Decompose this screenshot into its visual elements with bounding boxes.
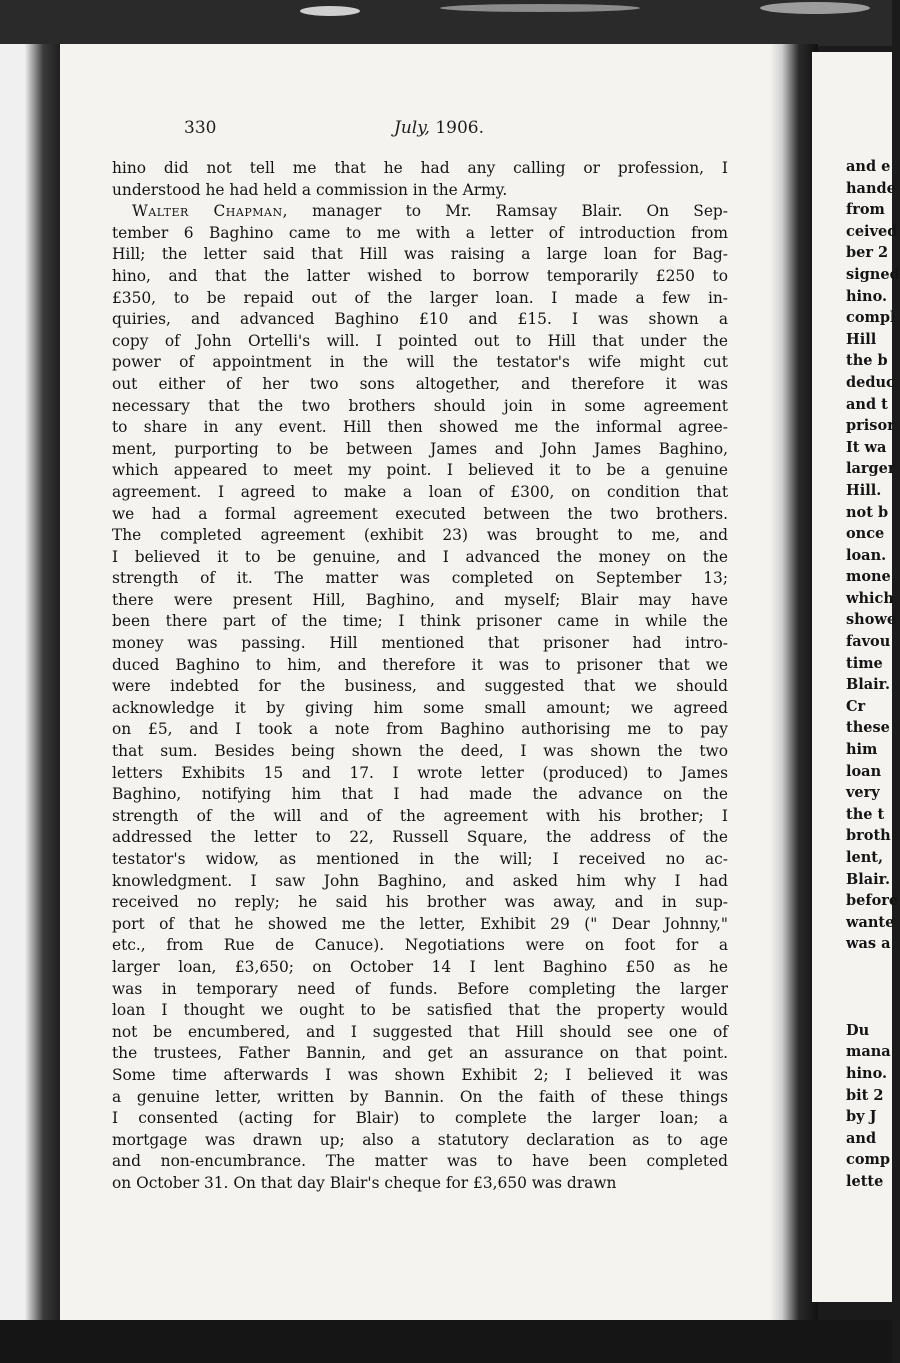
text-line-content: hino, and that the latter wished to borrow temporarily £250 to — [112, 266, 728, 285]
text-line — [112, 439, 728, 461]
text-line — [112, 244, 728, 266]
facing-page-fragment: Hill — [846, 330, 877, 348]
witness-name: Walter Chapman, — [132, 202, 288, 221]
text-line — [112, 979, 728, 1001]
running-head — [394, 118, 484, 138]
text-line — [112, 611, 728, 633]
text-line — [112, 1043, 728, 1065]
text-line-content: Baghino, notifying him that I had made the advance on the — [112, 785, 728, 804]
text-line — [112, 201, 728, 223]
facing-page-fragment: by J — [846, 1108, 877, 1126]
text-line-content: larger loan, £3,650; on October 14 I lent Baghino £50 as he — [112, 957, 728, 976]
text-line — [112, 288, 728, 310]
text-line-content: I consented (acting for Blair) to complete the larger loan; a — [112, 1109, 728, 1128]
facing-page-fragment: and e — [846, 158, 891, 175]
facing-page-fragment: Blair. — [846, 870, 891, 888]
text-line — [112, 223, 728, 245]
text-line-content: Some time afterwards I was shown Exhibit 2; I believed it was — [112, 1065, 728, 1084]
text-line-content: there were present Hill, Baghino, and myself; Blair may have — [112, 590, 728, 609]
facing-page-fragment: hino. — [846, 287, 888, 305]
testimony-text — [112, 158, 728, 1195]
facing-page-fragment: Hill. — [846, 481, 882, 499]
facing-page-fragment: signed — [846, 265, 900, 283]
text-line — [112, 504, 728, 526]
text-line-content: ment, purporting to be between James and John James Baghino, — [112, 439, 728, 458]
text-line — [112, 719, 728, 741]
text-line-content: Hill; the letter said that Hill was raising a large loan for Bag- — [112, 245, 728, 264]
text-line — [112, 1022, 728, 1044]
facing-page-fragment: ceived — [846, 222, 898, 240]
text-line-content: agreement. I agreed to make a loan of £300, on condition that — [112, 482, 728, 501]
facing-page-fragment: the b — [846, 352, 888, 370]
facing-page-fragment: loan — [846, 762, 882, 780]
text-line-content: received no reply; he said his brother was away, and in sup- — [112, 893, 728, 912]
text-line-content: letters Exhibits 15 and 17. I wrote letter (produced) to James — [112, 763, 728, 782]
facing-page-fragment — [846, 977, 892, 999]
left-page-edge — [0, 44, 62, 1324]
text-line-content: acknowledge it by giving him some small amount; we agreed — [112, 698, 728, 717]
text-line-content: addressed the letter to 22, Russell Square, the address of the — [112, 828, 728, 847]
facing-page-fragment: not b — [846, 503, 889, 521]
facing-page-fragment: Cr — [846, 697, 866, 715]
text-line — [112, 568, 728, 590]
scan-top-border — [0, 0, 892, 46]
facing-page-fragment: Du — [846, 1021, 870, 1039]
facing-page-fragment: hande — [846, 179, 896, 197]
text-line-content: the trustees, Father Bannin, and get an assurance on that point. — [112, 1044, 728, 1063]
page-header — [112, 118, 722, 144]
facing-page-fragment: bit 2 — [846, 1086, 884, 1104]
text-line — [112, 827, 728, 849]
text-line — [112, 417, 728, 439]
text-line — [112, 1087, 728, 1109]
dust-speck — [760, 2, 870, 14]
text-line-content: copy of John Ortelli's will. I pointed out to Hill that under the — [112, 331, 728, 350]
text-line-content: that sum. Besides being shown the deed, I was shown the two — [112, 742, 728, 761]
text-line — [112, 1130, 728, 1152]
facing-page-fragment: very — [846, 784, 880, 802]
text-line — [112, 158, 728, 180]
running-head-year: 1906. — [435, 118, 485, 138]
text-line-content: been there part of the time; I think prisoner came in while the — [112, 612, 728, 631]
dust-speck — [440, 4, 640, 12]
text-line-content: out either of her two sons altogether, and therefore it was — [112, 374, 728, 393]
text-line — [112, 633, 728, 655]
text-line-content: we had a formal agreement executed between the two brothers. — [112, 504, 728, 523]
facing-page-fragment: lent, — [846, 849, 884, 866]
text-line-content: quiries, and advanced Baghino £10 and £15. I was shown a — [112, 310, 728, 329]
facing-page-fragment: him — [846, 741, 878, 759]
facing-page-fragment: Blair. — [846, 676, 891, 694]
facing-page-fragment: prisor — [846, 417, 895, 435]
text-line — [112, 1108, 728, 1130]
text-line — [112, 1173, 728, 1195]
text-line — [112, 352, 728, 374]
text-line-content: was in temporary need of funds. Before completing the larger — [112, 979, 728, 998]
text-line — [112, 396, 728, 418]
text-line-content: to share in any event. Hill then showed me the informal agree- — [112, 418, 728, 437]
text-line-content: £350, to be repaid out of the larger loan. I made a few in- — [112, 288, 728, 307]
text-line-content: power of appointment in the will the testator's wife might cut — [112, 353, 728, 372]
text-line — [112, 1065, 728, 1087]
text-line-content: loan I thought we ought to be satisfied that the property would — [112, 1001, 728, 1020]
text-line — [112, 935, 728, 957]
facing-page-fragment: favou — [846, 633, 891, 651]
text-line — [112, 460, 728, 482]
text-line — [112, 806, 728, 828]
text-line-content: on October 31. On that day Blair's cheque for £3,650 was drawn — [112, 1173, 617, 1192]
facing-page-fragment — [846, 998, 892, 1020]
facing-page-fragment: before — [846, 892, 899, 910]
facing-page-fragment: loan. — [846, 546, 887, 564]
facing-page-fragment: was a — [846, 935, 891, 953]
facing-page-fragment: It wa — [846, 438, 887, 456]
text-line-content: The completed agreement (exhibit 23) was brought to me, and — [112, 526, 728, 545]
text-line-content: etc., from Rue de Canuce). Negotiations were on foot for a — [112, 936, 728, 955]
facing-page-fragment: these — [846, 719, 890, 737]
text-line-content: strength of the will and of the agreement with his brother; I — [112, 806, 728, 825]
text-line-content: understood he had held a commission in the Army. — [112, 180, 508, 199]
facing-page-fragment — [846, 955, 892, 977]
facing-page-text-fragments — [846, 156, 900, 1193]
facing-page-fragment: broth — [846, 827, 891, 845]
facing-page-fragment: compl — [846, 309, 896, 327]
text-line — [112, 590, 728, 612]
facing-page-fragment: and — [846, 1129, 877, 1147]
facing-page-fragment: showe — [846, 611, 897, 629]
text-line-content: on £5, and I took a note from Baghino authorising me to pay — [112, 720, 728, 739]
text-line-content: and non-encumbrance. The matter was to have been completed — [112, 1152, 728, 1171]
scan-bottom-border — [0, 1320, 892, 1363]
facing-page-fragment: larger — [846, 460, 896, 478]
facing-page-fragment: and t — [846, 395, 888, 413]
text-line — [112, 547, 728, 569]
dust-speck — [300, 6, 360, 16]
text-line-content: testator's widow, as mentioned in the will; I received no ac- — [112, 850, 728, 868]
text-line-content: tember 6 Baghino came to me with a letter of introduction from — [112, 223, 728, 242]
text-line — [112, 892, 728, 914]
text-line-content: not be encumbered, and I suggested that Hill should see one of — [112, 1022, 728, 1041]
text-line — [112, 763, 728, 785]
text-line-content: which appeared to meet my point. I believed it to be a genuine — [112, 461, 728, 480]
text-line-content: necessary that the two brothers should join in some agreement — [112, 396, 728, 415]
text-line-content: money was passing. Hill mentioned that prisoner had intro- — [112, 634, 728, 653]
text-line-content: I believed it to be genuine, and I advanced the money on the — [112, 547, 728, 566]
facing-page-fragment: wante — [846, 913, 895, 931]
text-line-content: strength of it. The matter was completed on September 13; — [112, 569, 728, 588]
text-line-content: a genuine letter, written by Bannin. On the faith of these things — [112, 1087, 728, 1106]
facing-page-fragment: time — [846, 654, 883, 672]
book-spine — [770, 44, 818, 1344]
text-line — [112, 914, 728, 936]
text-line-content: manager to Mr. Ramsay Blair. On Sep- — [287, 202, 728, 221]
text-line-content: knowledgment. I saw John Baghino, and asked him why I had — [112, 871, 728, 890]
text-line — [112, 698, 728, 720]
running-head-month: July, — [394, 118, 430, 138]
text-line — [112, 741, 728, 763]
text-line — [112, 309, 728, 331]
text-line — [112, 871, 728, 893]
text-line-content: mortgage was drawn up; also a statutory declaration as to age — [112, 1130, 728, 1149]
text-line-content: were indebted for the business, and suggested that we should — [112, 677, 728, 696]
text-line-content: duced Baghino to him, and therefore it was to prisoner that we — [112, 655, 728, 674]
facing-page-fragment: the t — [846, 805, 885, 823]
text-line — [112, 525, 728, 547]
text-line-content: port of that he showed me the letter, Exhibit 29 (" Dear Johnny," — [112, 914, 728, 933]
text-line — [112, 849, 728, 871]
text-line — [112, 331, 728, 353]
text-line — [112, 784, 728, 806]
text-line — [112, 1000, 728, 1022]
facing-page-fragment: from — [846, 201, 885, 219]
text-line — [112, 1151, 728, 1173]
facing-page-fragment: which — [846, 589, 894, 607]
facing-page-fragment: mana — [846, 1043, 891, 1061]
text-line — [112, 655, 728, 677]
facing-page-fragment: once — [846, 525, 885, 543]
text-line — [112, 482, 728, 504]
facing-page-fragment: hino. — [846, 1064, 888, 1082]
facing-page-fragment: lette — [846, 1172, 884, 1190]
facing-page-fragment: deduc — [846, 373, 895, 391]
text-line-content: hino did not tell me that he had any calling or profession, I — [112, 159, 728, 177]
facing-page-fragment: mone — [846, 568, 891, 586]
text-line — [112, 676, 728, 698]
text-line — [112, 957, 728, 979]
text-line — [112, 374, 728, 396]
text-line — [112, 180, 728, 202]
text-line — [112, 266, 728, 288]
facing-page-fragment: ber 2 — [846, 244, 889, 262]
facing-page-fragment: comp — [846, 1151, 890, 1169]
page-number: 330 — [184, 118, 217, 138]
